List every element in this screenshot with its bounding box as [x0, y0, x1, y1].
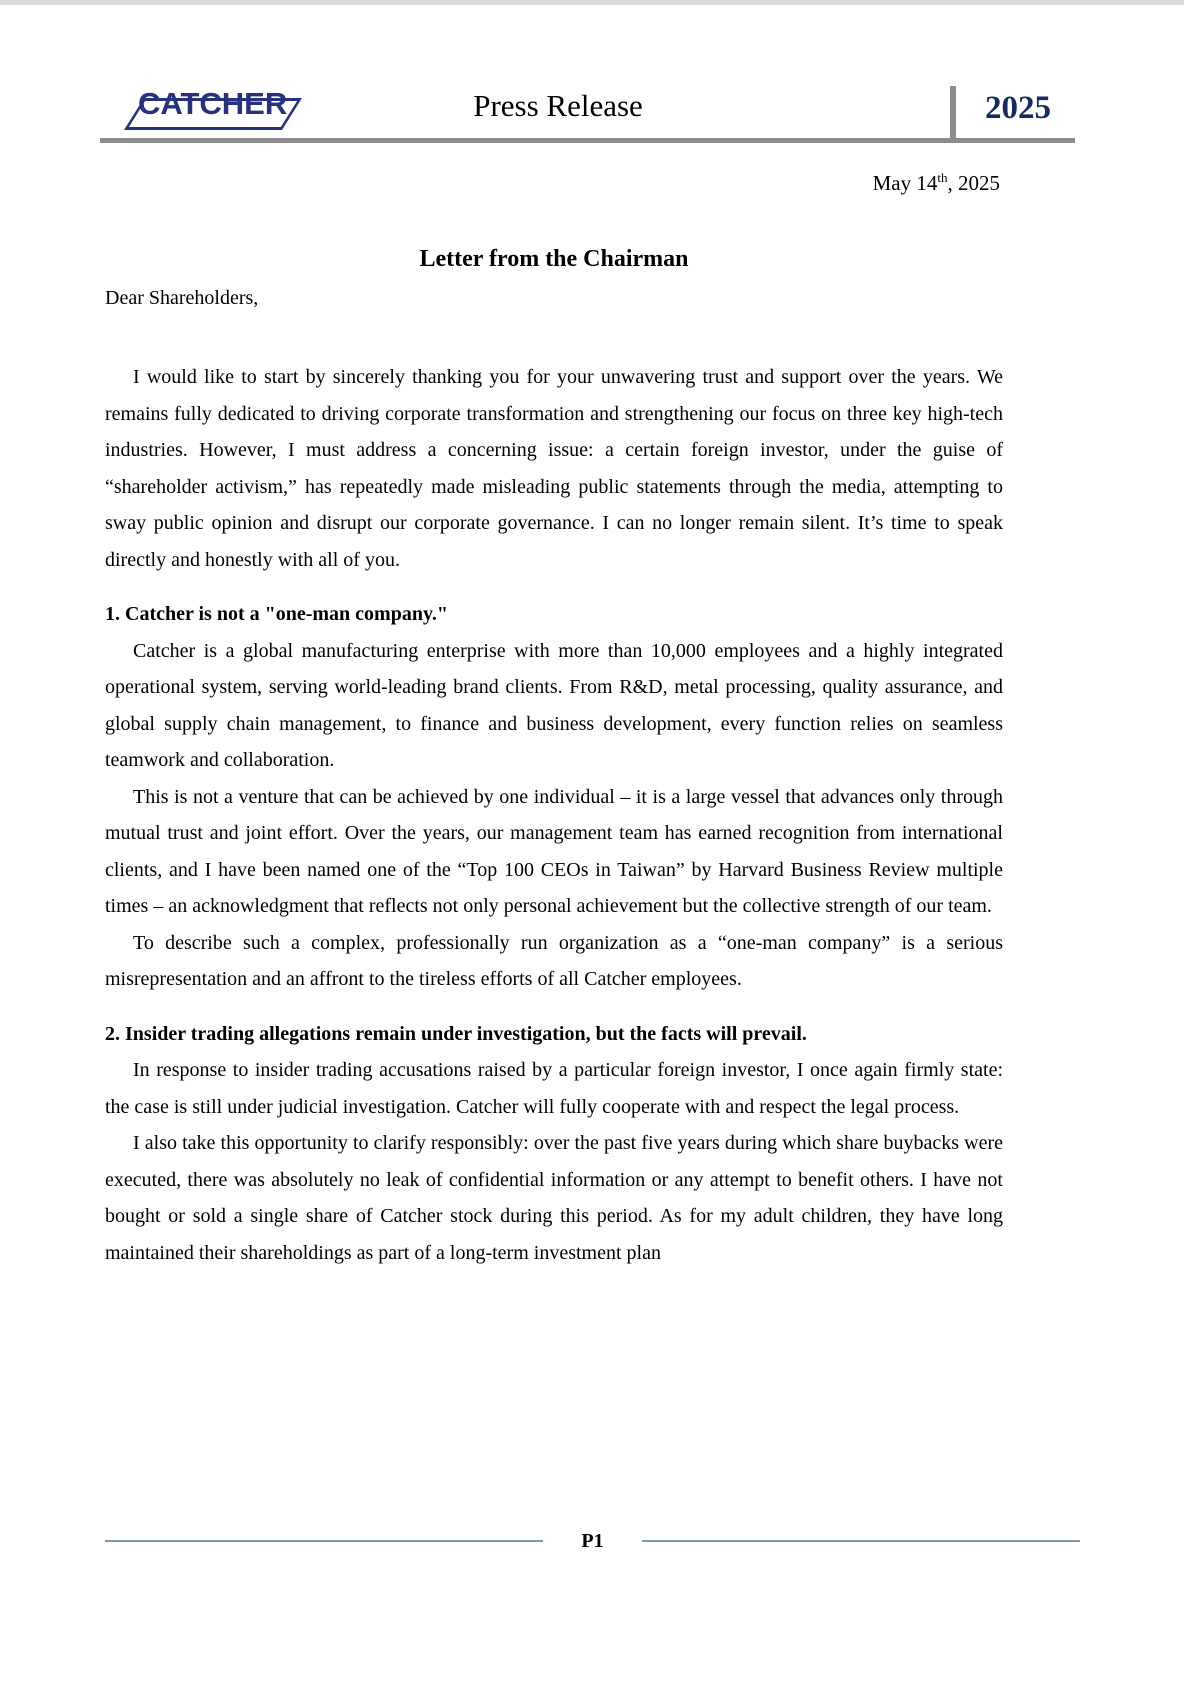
header-vertical-divider [950, 86, 956, 139]
letter-title: Letter from the Chairman [419, 246, 689, 272]
section-1-heading: 1. Catcher is not a "one-man company." [105, 603, 448, 625]
header-title: Press Release [473, 88, 643, 123]
body-paragraph: I also take this opportunity to clarify responsibly: over the past five years during which share buybacks were executed, there was absolutely no leak of confidential information or any attempt to benefit others. I have not bought or sold a single share of Catcher stock during this period. As for my adult children, they have long maintained their shareholdings as part of a long-term investment plan [105, 1132, 1003, 1264]
footer-rule-right [642, 1540, 1080, 1542]
date-day: May 14 [872, 171, 938, 195]
footer-rule-left [105, 1540, 543, 1542]
body-paragraph: This is not a venture that can be achieved by one individual – it is a large vessel that advances only through mutual trust and joint effort. Over the years, our management team has earned recognition from international clients, and I have been named one of the “Top 100 CEOs in Taiwan” by Harvard Business Review multiple times – an acknowledgment that reflects not only personal achievement but the collective strength of our team. [105, 785, 1003, 917]
body-paragraph: In response to insider trading accusations raised by a particular foreign investor, I once again firmly state: the case is still under judicial investigation. Catcher will fully cooperate with and respect the legal process. [105, 1059, 1003, 1118]
page-header [0, 0, 1184, 143]
page-number: P1 [581, 1530, 604, 1552]
header-rule [100, 138, 1075, 143]
logo-wordmark: CATCHER [138, 86, 288, 121]
header-year: 2025 [985, 90, 1051, 126]
letter-body [105, 243, 1003, 1271]
salutation: Dear Shareholders, [105, 287, 259, 309]
catcher-logo [128, 84, 298, 128]
body-paragraph: Catcher is a global manufacturing enterprise with more than 10,000 employees and a highly integrated operational system, serving world-leading brand clients. From R&D, metal processing, quality assurance, and global supply chain management, to finance and business development, every function relies on seamless teamwork and collaboration. [105, 639, 1003, 771]
date-ordinal: th [937, 170, 948, 185]
section-2-heading: 2. Insider trading allegations remain under investigation, but the facts will prevail. [105, 1022, 807, 1045]
date-year: , 2025 [947, 171, 1000, 195]
page-footer [105, 1528, 1080, 1554]
body-paragraph: To describe such a complex, professionally run organization as a “one-man company” is a serious misrepresentation and an affront to the tireless efforts of all Catcher employees. [105, 931, 1003, 990]
intro-paragraph: I would like to start by sincerely thanking you for your unwavering trust and support over the years. We remains fully dedicated to driving corporate transformation and strengthening our focus on three key high-tech industries. However, I must address a concerning issue: a certain foreign investor, under the guise of “shareholder activism,” has repeatedly made misleading public statements through the media, attempting to sway public opinion and disrupt our corporate governance. I can no longer remain silent. It’s time to speak directly and honestly with all of you. [105, 366, 1003, 571]
date-line [105, 169, 1000, 197]
